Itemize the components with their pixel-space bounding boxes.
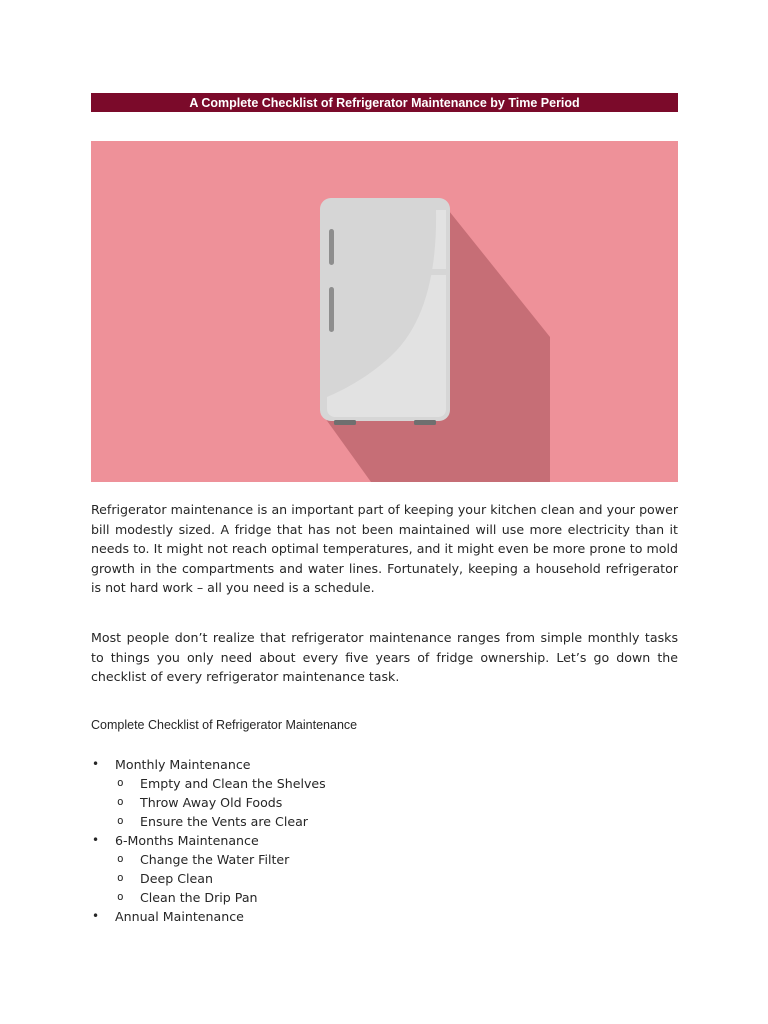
document-title: A Complete Checklist of Refrigerator Maintenance by Time Period: [91, 93, 678, 112]
checklist-item: [91, 812, 678, 831]
upper-handle: [329, 229, 334, 265]
checklist-item: [91, 850, 678, 869]
checklist-group-label: 6-Months Maintenance: [115, 833, 259, 848]
checklist-item-label: Throw Away Old Foods: [140, 795, 283, 810]
checklist-item-label: Empty and Clean the Shelves: [140, 776, 326, 791]
bullet-icon: •: [92, 909, 100, 923]
checklist-group: [91, 831, 678, 907]
sub-bullet-icon: o: [117, 852, 124, 865]
lower-handle: [329, 287, 334, 332]
checklist-group: [91, 907, 678, 926]
checklist-heading: Complete Checklist of Refrigerator Maintenance: [91, 718, 358, 732]
checklist-item-label: Clean the Drip Pan: [140, 890, 258, 905]
refrigerator-icon: [91, 141, 678, 482]
fridge-door-divider: [320, 269, 450, 275]
bullet-icon: •: [92, 833, 100, 847]
checklist-item-label: Ensure the Vents are Clear: [140, 814, 308, 829]
refrigerator-illustration: [91, 141, 678, 482]
sub-bullet-icon: o: [117, 890, 124, 903]
checklist-sublist: [115, 774, 678, 831]
sub-bullet-icon: o: [117, 776, 124, 789]
checklist-item: [91, 869, 678, 888]
checklist-group: [91, 755, 678, 831]
second-paragraph: Most people don’t realize that refrigerator maintenance ranges from simple monthly tasks to things you only need about every five years of fridge ownership. Let’s go down the checklist of every refrigerator maintenance task.: [91, 630, 678, 684]
checklist-item: [91, 888, 678, 907]
checklist-sublist: [115, 850, 678, 907]
checklist-item-label: Change the Water Filter: [140, 852, 290, 867]
maintenance-checklist: [91, 755, 678, 926]
fridge-foot-right: [414, 420, 436, 425]
fridge-foot-left: [334, 420, 356, 425]
checklist-group-label: Annual Maintenance: [115, 909, 244, 924]
checklist-item: [91, 793, 678, 812]
checklist-item-label: Deep Clean: [140, 871, 213, 886]
sub-bullet-icon: o: [117, 871, 124, 884]
intro-paragraph: Refrigerator maintenance is an important part of keeping your kitchen clean and your power bill modestly sized. A fridge that has not been maintained will use more electricity than it needs to. It might not reach optimal temperatures, and it might even be more prone to mold growth in the compartments and water lines. Fortunately, keeping a household refrigerator is not hard work – all you need is a schedule.: [91, 502, 678, 595]
checklist-group-label: Monthly Maintenance: [115, 757, 251, 772]
sub-bullet-icon: o: [117, 795, 124, 808]
sub-bullet-icon: o: [117, 814, 124, 827]
bullet-icon: •: [92, 757, 100, 771]
checklist-item: [91, 774, 678, 793]
